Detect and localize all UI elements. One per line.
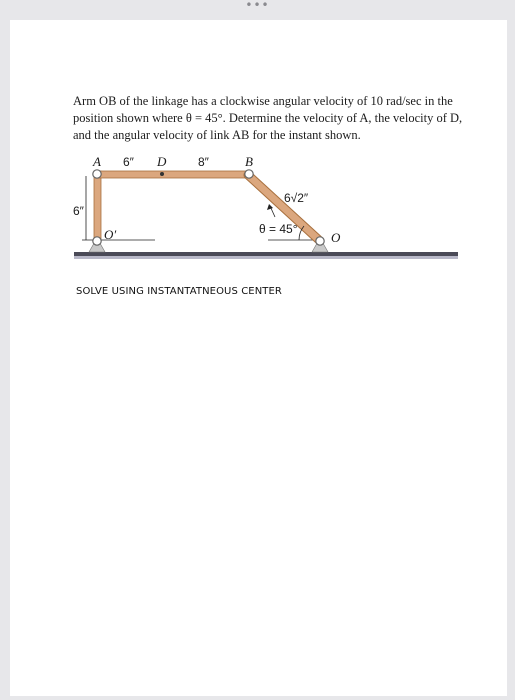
pin-d xyxy=(160,172,164,176)
linkage-diagram xyxy=(10,20,507,696)
link-o-prime-a xyxy=(94,171,101,240)
label-o: O xyxy=(331,230,341,245)
problem-statement: Arm OB of the linkage has a clockwise angular velocity of 10 rad/sec in the position shown where θ = 45°. Determine the velocity of A, the velocity of D, and the angular velocity of link AB for the instant shown. xyxy=(73,94,463,142)
top-bar xyxy=(0,0,515,18)
more-options-icon[interactable]: ••• xyxy=(245,0,270,12)
angle-arrow-head xyxy=(267,204,273,210)
document-page xyxy=(10,20,507,696)
label-o-prime-a-length: 6″ xyxy=(73,204,84,218)
ground xyxy=(74,252,458,256)
label-theta: θ = 45° xyxy=(259,222,298,236)
label-d: D xyxy=(157,154,167,169)
link-ab xyxy=(96,171,251,178)
ground-shadow xyxy=(74,256,458,259)
label-a: A xyxy=(93,154,101,169)
label-o-prime: O′ xyxy=(104,227,117,242)
label-b: B xyxy=(245,154,253,169)
pin-a xyxy=(93,170,101,178)
label-ad-length: 6″ xyxy=(123,155,134,169)
label-db-length: 8″ xyxy=(198,155,209,169)
pin-b xyxy=(245,170,253,178)
pin-o xyxy=(316,237,324,245)
solve-instruction: SOLVE USING INSTANTATNEOUS CENTER xyxy=(76,286,282,297)
pin-o-prime xyxy=(93,237,101,245)
label-ob-length: 6√2″ xyxy=(284,191,309,205)
